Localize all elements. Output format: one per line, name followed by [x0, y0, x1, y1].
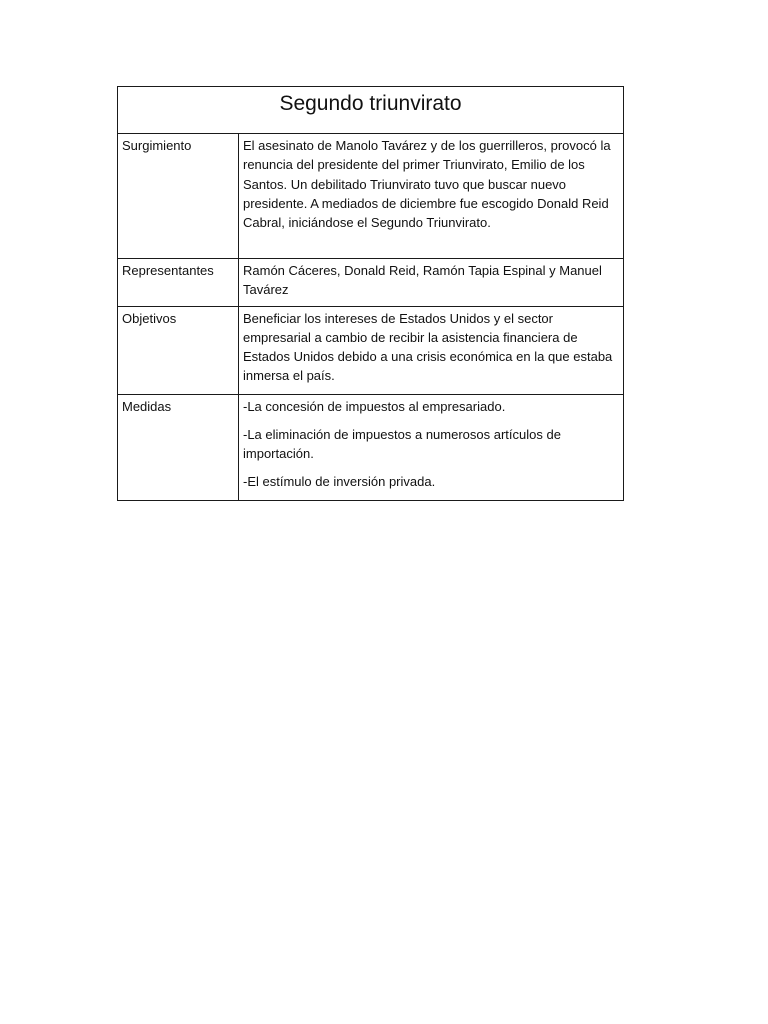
- table-row-medidas: [118, 394, 624, 500]
- row-content-objetivos: Beneficiar los intereses de Estados Unidos y el sector empresarial a cambio de recibir la asistencia financiera de Estados Unidos debido a una crisis económica en la que estaba inmersa el país.: [243, 310, 613, 384]
- row-content-cell: [239, 134, 624, 259]
- row-label-medidas: Medidas: [122, 398, 172, 414]
- table-title: Segundo triunvirato: [279, 92, 462, 115]
- row-label-representantes: Representantes: [122, 263, 214, 278]
- measure-item: -El estímulo de inversión privada.: [243, 473, 436, 489]
- triunvirato-table: [117, 86, 624, 501]
- row-label-cell: [118, 306, 239, 394]
- measure-item: -La concesión de impuestos al empresariado.: [243, 398, 506, 414]
- table-title-cell: [118, 87, 624, 134]
- row-content-cell: [239, 394, 624, 500]
- row-content-cell: [239, 259, 624, 307]
- table-title-row: [118, 87, 624, 134]
- table-row-representantes: [118, 259, 624, 307]
- row-content-cell: [239, 306, 624, 394]
- row-label-cell: [118, 134, 239, 259]
- measure-item: -La eliminación de impuestos a numerosos artículos de importación.: [243, 426, 561, 461]
- row-label-cell: [118, 259, 239, 307]
- measures-list: [239, 395, 623, 500]
- row-content-representantes: Ramón Cáceres, Donald Reid, Ramón Tapia Espinal y Manuel Tavárez: [243, 263, 602, 298]
- row-content-surgimiento: El asesinato de Manolo Tavárez y de los guerrilleros, provocó la renuncia del presidente del primer Triunvirato, Emilio de los Santos. Un debilitado Triunvirato tuvo que buscar nuevo presidente. A mediados de diciembre fue escogido Donald Reid Cabral, iniciándose el Segundo Triunvirato.: [243, 138, 611, 231]
- row-label-surgimiento: Surgimiento: [122, 138, 192, 153]
- table-row-objetivos: [118, 306, 624, 394]
- row-label-objetivos: Objetivos: [122, 310, 177, 326]
- row-label-cell: [118, 394, 239, 500]
- table-row-surgimiento: [118, 134, 624, 259]
